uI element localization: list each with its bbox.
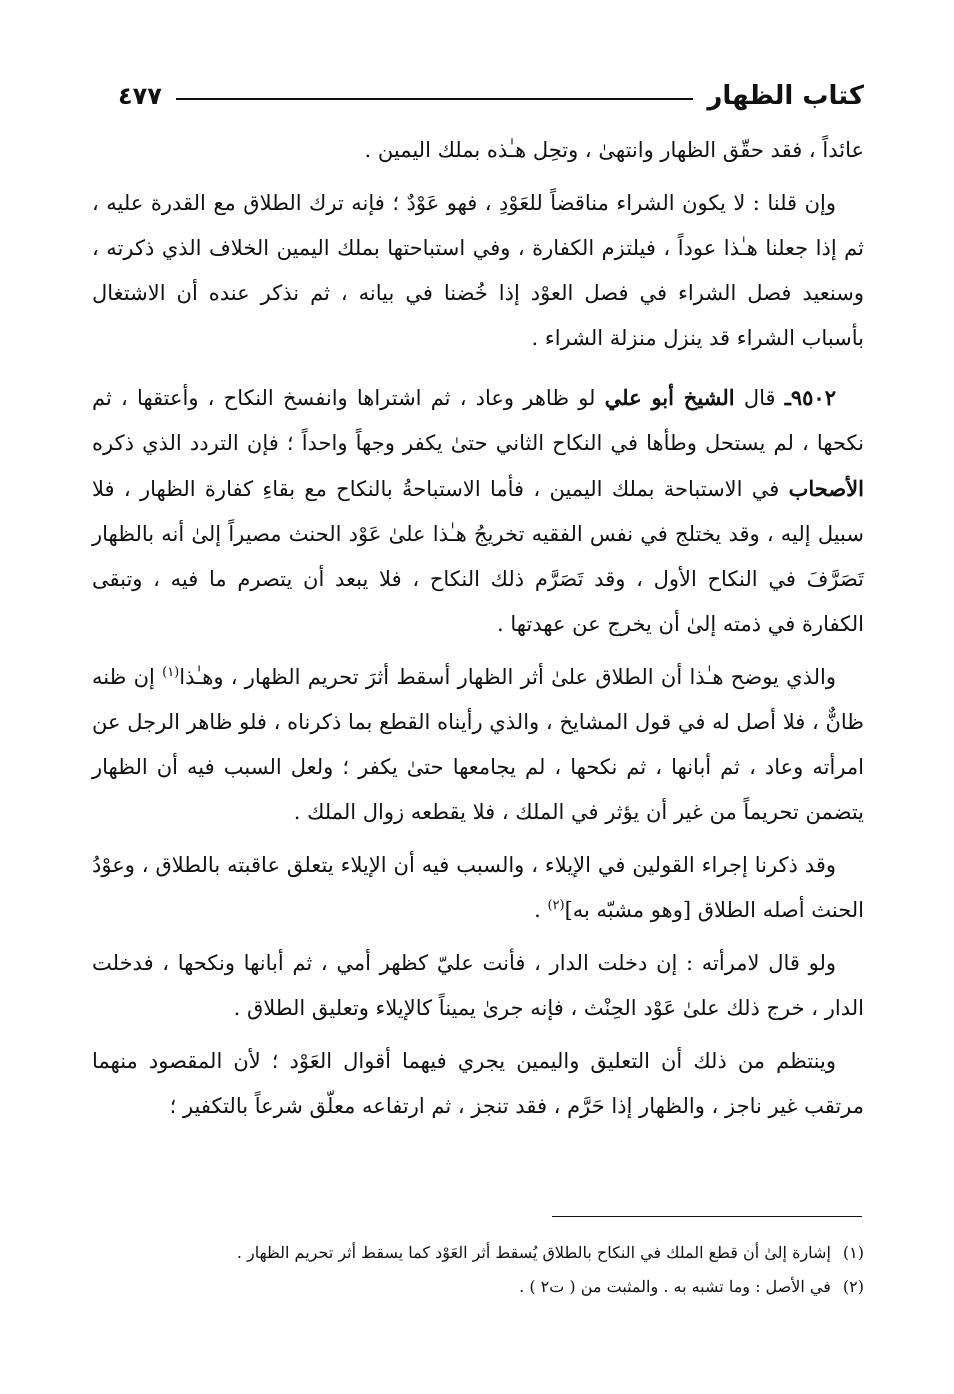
paragraph-2: وإن قلنا : لا يكون الشراء مناقضاً للعَوْدِ ، فهو عَوْدٌ ؛ فإنه ترك الطلاق مع القدرة عليه ، ثم إذا جعلنا هـٰذا عوداً ، فيلتزم الكفارة ، وفي استباحتها بملك اليمين الخلاف الذي ذكرته ، وسنعيد فصل الشراء في فصل العوْد إذا خُضنا في بيانه ، ثم نذكر عنده أن الاشتغال بأسباب الشراء قد ينزل منزلة الشراء .: [92, 191, 864, 350]
footnote-ref-2: (٢): [547, 898, 565, 913]
header-rule: [176, 98, 693, 100]
section-number: ٩٥٠٢ـ: [784, 385, 836, 410]
paragraph-4-after: إن ظنه ظانٌّ ، فلا أصل له في قول المشايخ ، والذي رأيناه القطع بما ذكرناه ، فلو ظاهر الرجل عن امرأته وعاد ، ثم أبانها ، ثم نكحها ، لم يجامعها حتىٰ يكفر ؛ ولعل السبب فيه أن الظهار يتضمن تحريماً من غير أن يؤثر في الملك ، فلا يقطعه زوال الملك .: [92, 665, 864, 824]
footnote-marker: (١): [842, 1243, 864, 1262]
footnote-separator: [552, 1216, 862, 1217]
footnote-text: في الأصل : وما تشبه به . والمثبت من ( ت٢ ) .: [519, 1277, 831, 1296]
paragraph-6: ولو قال لامرأته : إن دخلت الدار ، فأنت عليّ كظهر أمي ، ثم أبانها ونكحها ، فدخلت الدار ، خرج ذلك علىٰ عَوْد الحِنْث ، فإنه جرىٰ يميناً كالإيلاء وتعليق الطلاق .: [92, 951, 864, 1020]
ashab-term: الأصحاب: [788, 476, 864, 501]
footnote-1: [92, 1236, 864, 1270]
paragraph-4-before: والذي يوضح هـٰذا أن الطلاق علىٰ أثر الظهار أسقط أثرَ تحريم الظهار ، وهـٰذا: [179, 665, 836, 689]
paragraph-3-lead-a: قال: [734, 386, 785, 410]
main-text: [92, 128, 864, 1137]
chapter-title: كتاب الظهار: [707, 81, 864, 111]
footnote-text: إشارة إلىٰ أن قطع الملك في النكاح بالطلاق يُسقط أثر العَوْد كما يسقط أثر تحريم الظهار .: [236, 1243, 831, 1262]
footnote-ref-1: (١): [162, 665, 180, 680]
paragraph-5-after: .: [534, 898, 548, 922]
paragraph-1: عائداً ، فقد حقّق الظهار وانتهىٰ ، وتحِل هـٰذه بملك اليمين .: [364, 138, 864, 162]
paragraph-5-before: وقد ذكرنا إجراء القولين في الإيلاء ، والسبب فيه أن الإيلاء يتعلق عاقبته بالطلاق ، وعوْدُ الحنث أصله الطلاق [وهو مشبّه به]: [92, 853, 864, 922]
page-header: [118, 78, 864, 114]
paragraph-3: [92, 375, 864, 647]
paragraph-3-rest: في الاستباحة بملك اليمين ، فأما الاستباحةُ بالنكاح مع بقاءِ كفارة الظهار ، فلا سبيل إليه ، وقد يختلج في نفس الفقيه تخريجُ هـٰذا علىٰ عَوْد الحنث مصيراً إلىٰ أنه بالظهار تَصَرَّفَ في النكاح الأول ، وقد تَصَرَّم ذلك النكاح ، فلا يبعد أن يتصرم ما فيه ، وتبقى الكفارة في ذمته إلىٰ أن يخرج عن عهدتها .: [92, 477, 864, 636]
paragraph-5: [92, 843, 864, 933]
sheikh-name: الشيخ أبو علي: [604, 385, 735, 410]
paragraph-4: [92, 655, 864, 835]
footnotes: [92, 1236, 864, 1304]
footnote-marker: (٢): [842, 1277, 864, 1296]
paragraph-7: وينتظم من ذلك أن التعليق واليمين يجري فيهما أقوال العَوْد ؛ لأن المقصود منهما مرتقب غير ناجز ، والظهار إذا حَرَّم ، فقد تنجز ، ثم ارتفاعه معلّق شرعاً بالتكفير ؛: [92, 1049, 864, 1118]
paragraph-3-lead-b: لو ظاهر وعاد ، ثم اشتراها وانفسخ النكاح ، وأعتقها ، ثم نكحها ، لم يستحل وطأها في النكاح الثاني حتىٰ يكفر وجهاً واحداً ؛ فإن التردد الذي ذكره: [92, 386, 864, 455]
page-number: ٤٧٧: [118, 82, 162, 110]
footnote-2: [92, 1270, 864, 1304]
